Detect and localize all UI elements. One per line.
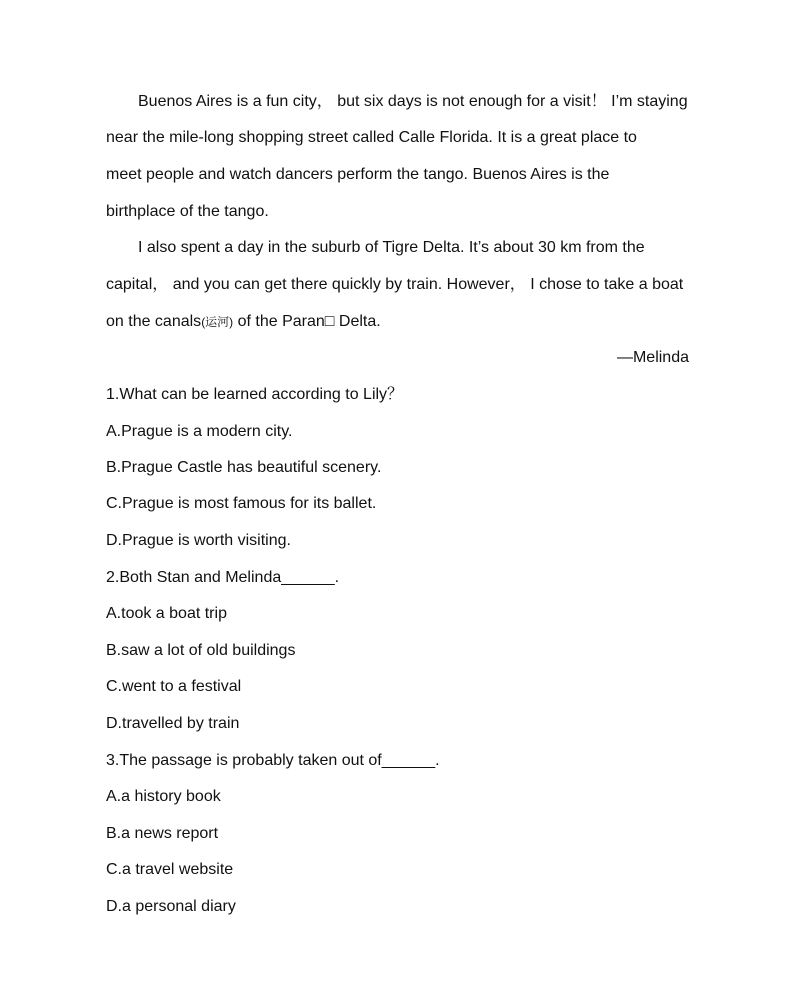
passage-line-4: birthplace of the tango. — [106, 203, 269, 220]
passage-line-5: I also spent a day in the suburb of Tigre Delta. It’s about 30 km from the — [138, 239, 645, 256]
question-3-option-b: B.a news report — [106, 825, 219, 842]
question-2-option-a: A.took a boat trip — [106, 605, 227, 622]
question-1-stem: 1.What can be learned according to Lily？ — [106, 386, 404, 403]
question-1-option-a: A.Prague is a modern city. — [106, 423, 293, 440]
question-2-option-d: D.travelled by train — [106, 715, 240, 732]
question-3-option-d: D.a personal diary — [106, 898, 236, 915]
question-2-option-b: B.saw a lot of old buildings — [106, 642, 296, 659]
passage-line-7-after: of the Paran□ Delta. — [233, 313, 381, 330]
question-1-option-d: D.Prague is worth visiting. — [106, 532, 291, 549]
question-3-option-a: A.a history book — [106, 788, 221, 805]
passage-line-3: meet people and watch dancers perform the tango. Buenos Aires is the — [106, 166, 610, 183]
question-3-stem: 3.The passage is probably taken out of______. — [106, 752, 440, 769]
passage-line-7-before: on the canals — [106, 313, 202, 330]
question-2-stem: 2.Both Stan and Melinda______. — [106, 569, 340, 586]
question-3-option-c: C.a travel website — [106, 861, 234, 878]
passage-line-7 — [106, 312, 381, 332]
question-2-option-c: C.went to a festival — [106, 678, 242, 695]
passage-line-2: near the mile-long shopping street called Calle Florida. It is a great place to — [106, 129, 637, 146]
passage-line-1: Buenos Aires is a fun city， but six days is not enough for a visit！ I’m staying — [138, 93, 688, 110]
question-1-option-b: B.Prague Castle has beautiful scenery. — [106, 459, 382, 476]
question-1-option-c: C.Prague is most famous for its ballet. — [106, 495, 377, 512]
chinese-gloss: (运河) — [201, 315, 234, 329]
passage-line-6: capital， and you can get there quickly by train. However， I chose to take a boat — [106, 276, 684, 293]
author-signature: —Melinda — [616, 349, 689, 366]
